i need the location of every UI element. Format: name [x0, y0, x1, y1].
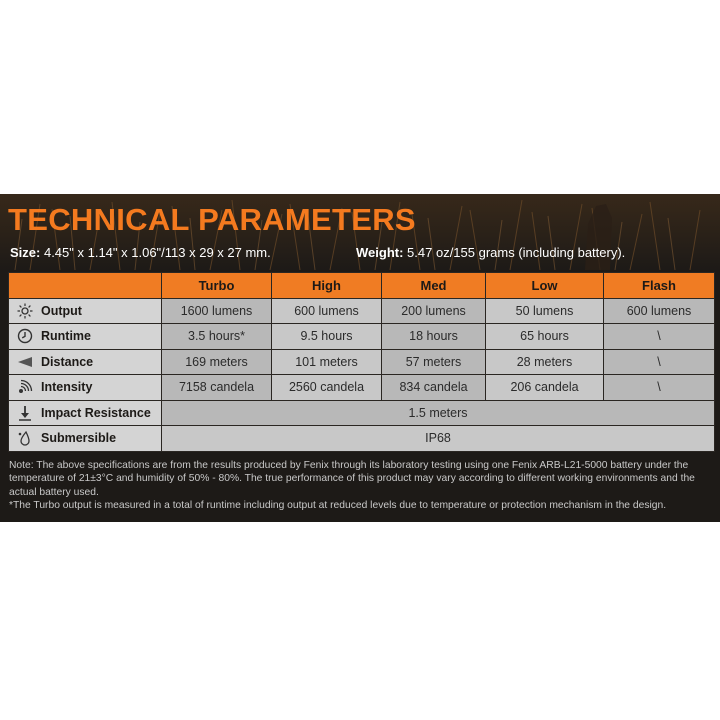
cell-runtime-flash: \ — [604, 324, 715, 350]
cell-intensity-med: 834 candela — [382, 375, 486, 401]
cell-intensity-high: 2560 candela — [272, 375, 382, 401]
cell-runtime-high: 9.5 hours — [272, 324, 382, 350]
intensity-icon — [17, 379, 33, 395]
size-value: 4.45" x 1.14" x 1.06"/113 x 29 x 27 mm. — [43, 245, 271, 260]
table-row-distance — [9, 349, 715, 375]
table-row-runtime — [9, 324, 715, 350]
cell-output-high: 600 lumens — [272, 298, 382, 324]
cell-output-low: 50 lumens — [486, 298, 604, 324]
water-drop-icon — [17, 430, 33, 446]
header-high: High — [272, 273, 382, 299]
cell-distance-flash: \ — [604, 349, 715, 375]
sun-icon — [17, 303, 33, 319]
row-label-runtime: Runtime — [9, 324, 162, 350]
weight-label: Weight: — [356, 245, 404, 260]
size-label: Size: — [10, 245, 41, 260]
header-turbo: Turbo — [162, 273, 272, 299]
cell-runtime-low: 65 hours — [486, 324, 604, 350]
row-label-intensity: Intensity — [9, 375, 162, 401]
table-row-submersible — [9, 426, 715, 452]
cell-distance-turbo: 169 meters — [162, 349, 272, 375]
cell-output-flash: 600 lumens — [604, 298, 715, 324]
header-flash: Flash — [604, 273, 715, 299]
turbo-footnote: *The Turbo output is measured in a total of runtime including output at reduced levels due to temperature or protection mechanism in the design. — [9, 499, 667, 511]
cell-distance-high: 101 meters — [272, 349, 382, 375]
note-text: Note: The above specifications are from the results produced by Fenix through its laboratory testing using one Fenix ARB-L21-5000 battery under the temperature of 21±3°C and humidity of 50% - 80%. The true performance of this product may vary according to different working environments and the actual battery used. — [9, 460, 695, 498]
row-label-distance: Distance — [9, 349, 162, 375]
row-label-impact-resistance: Impact Resistance — [9, 400, 162, 426]
technical-parameters-table — [8, 272, 715, 452]
table-row-output — [9, 298, 715, 324]
cell-intensity-flash: \ — [604, 375, 715, 401]
footnotes — [9, 459, 715, 512]
cell-distance-med: 57 meters — [382, 349, 486, 375]
impact-arrow-icon — [17, 405, 33, 421]
cell-intensity-turbo: 7158 candela — [162, 375, 272, 401]
clock-icon — [17, 328, 33, 344]
header-low: Low — [486, 273, 604, 299]
page-title: TECHNICAL PARAMETERS — [8, 202, 416, 237]
cell-runtime-turbo: 3.5 hours* — [162, 324, 272, 350]
cell-intensity-low: 206 candela — [486, 375, 604, 401]
header-corner — [9, 273, 162, 299]
cell-submersible: IP68 — [162, 426, 715, 452]
beam-icon — [17, 354, 33, 370]
row-label-output: Output — [9, 298, 162, 324]
cell-impact-resistance: 1.5 meters — [162, 400, 715, 426]
size-spec — [10, 245, 271, 260]
cell-runtime-med: 18 hours — [382, 324, 486, 350]
cell-distance-low: 28 meters — [486, 349, 604, 375]
weight-value: 5.47 oz/155 grams (including battery). — [407, 245, 626, 260]
table-header-row — [9, 273, 715, 299]
cell-output-turbo: 1600 lumens — [162, 298, 272, 324]
header-med: Med — [382, 273, 486, 299]
weight-spec — [356, 245, 625, 260]
table-row-impact-resistance — [9, 400, 715, 426]
row-label-submersible: Submersible — [9, 426, 162, 452]
cell-output-med: 200 lumens — [382, 298, 486, 324]
table-row-intensity — [9, 375, 715, 401]
